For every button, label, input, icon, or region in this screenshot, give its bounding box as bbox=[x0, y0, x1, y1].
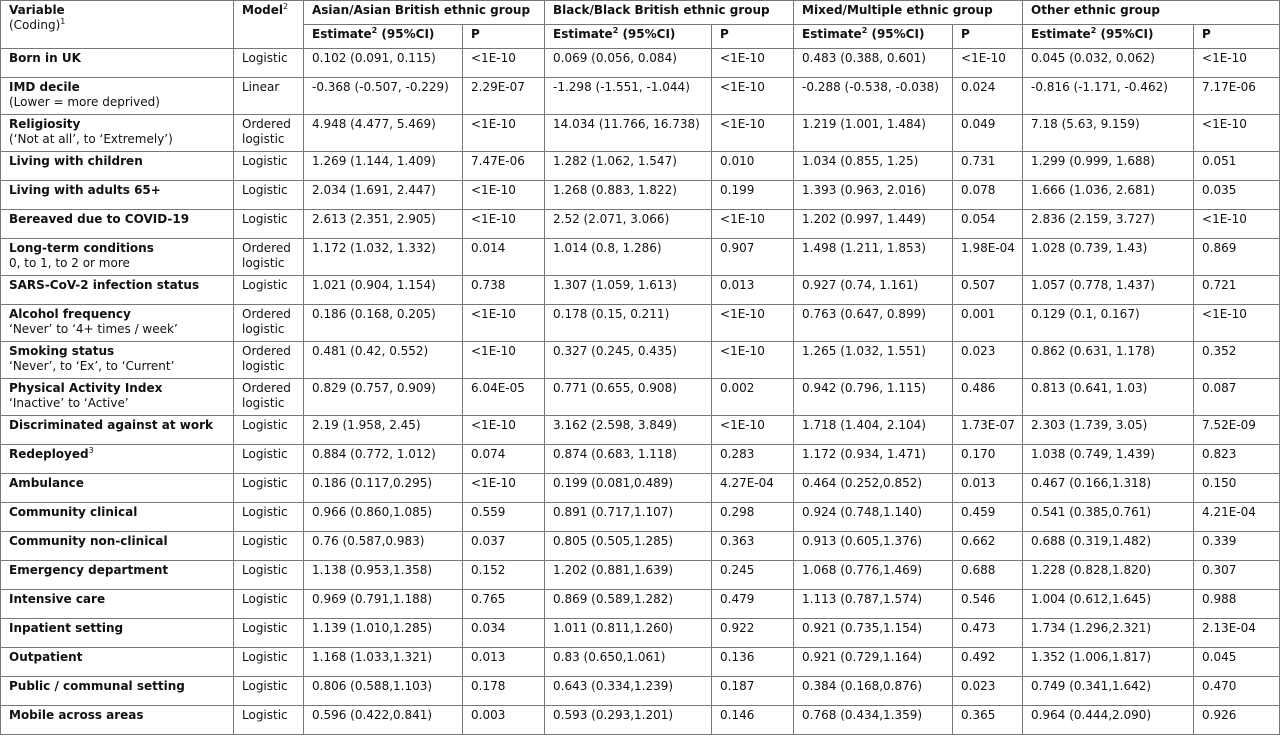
estimate-cell: 1.299 (0.999, 1.688) bbox=[1023, 152, 1194, 181]
variable-name: Living with children bbox=[9, 154, 143, 168]
estimate-cell: 0.327 (0.245, 0.435) bbox=[545, 342, 712, 379]
variable-name: Ambulance bbox=[9, 476, 84, 490]
estimate-cell: 0.913 (0.605,1.376) bbox=[794, 532, 953, 561]
variable-cell bbox=[1, 305, 234, 342]
estimate-cell: 2.836 (2.159, 3.727) bbox=[1023, 210, 1194, 239]
p-value-cell: 0.922 bbox=[712, 619, 794, 648]
estimate-cell: 0.927 (0.74, 1.161) bbox=[794, 276, 953, 305]
estimate-cell: 0.813 (0.641, 1.03) bbox=[1023, 379, 1194, 416]
header-estimate: Estimate$^2$ (95%CI) bbox=[794, 25, 953, 49]
header-row-groups bbox=[1, 1, 1280, 25]
header-model: Model$^2$ bbox=[234, 1, 304, 49]
model-cell: Logistic bbox=[234, 49, 304, 78]
p-value-cell: 0.926 bbox=[1194, 706, 1280, 735]
variable-coding: ‘Inactive’ to ‘Active’ bbox=[9, 396, 129, 410]
estimate-cell: 0.596 (0.422,0.841) bbox=[304, 706, 463, 735]
estimate-cell: 1.113 (0.787,1.574) bbox=[794, 590, 953, 619]
table-row bbox=[1, 648, 1280, 677]
variable-cell bbox=[1, 78, 234, 115]
estimate-cell: 0.102 (0.091, 0.115) bbox=[304, 49, 463, 78]
table-row bbox=[1, 445, 1280, 474]
estimate-cell: 7.18 (5.63, 9.159) bbox=[1023, 115, 1194, 152]
variable-name: Discriminated against at work bbox=[9, 418, 213, 432]
table-row bbox=[1, 532, 1280, 561]
p-value-cell: 0.363 bbox=[712, 532, 794, 561]
variable-coding: (Lower = more deprived) bbox=[9, 95, 160, 109]
estimate-cell: 1.718 (1.404, 2.104) bbox=[794, 416, 953, 445]
estimate-cell: 2.303 (1.739, 3.05) bbox=[1023, 416, 1194, 445]
estimate-cell: 1.138 (0.953,1.358) bbox=[304, 561, 463, 590]
p-value-cell: <1E-10 bbox=[953, 49, 1023, 78]
p-value-cell: 0.152 bbox=[463, 561, 545, 590]
variable-cell bbox=[1, 210, 234, 239]
variable-coding: 0, to 1, to 2 or more bbox=[9, 256, 130, 270]
variable-name: Alcohol frequency bbox=[9, 307, 131, 321]
p-value-cell: 0.479 bbox=[712, 590, 794, 619]
estimate-cell: 0.199 (0.081,0.489) bbox=[545, 474, 712, 503]
p-value-cell: 4.21E-04 bbox=[1194, 503, 1280, 532]
variable-cell bbox=[1, 590, 234, 619]
variable-cell bbox=[1, 677, 234, 706]
estimate-cell: 0.186 (0.117,0.295) bbox=[304, 474, 463, 503]
header-group-black: Black/Black British ethnic group bbox=[545, 1, 794, 25]
variable-cell bbox=[1, 342, 234, 379]
estimate-cell: 1.498 (1.211, 1.853) bbox=[794, 239, 953, 276]
p-value-cell: <1E-10 bbox=[463, 416, 545, 445]
model-cell: Logistic bbox=[234, 276, 304, 305]
estimate-cell: 0.874 (0.683, 1.118) bbox=[545, 445, 712, 474]
p-value-cell: 0.738 bbox=[463, 276, 545, 305]
p-value-cell: 0.352 bbox=[1194, 342, 1280, 379]
table-header bbox=[1, 1, 1280, 49]
estimate-cell: 1.393 (0.963, 2.016) bbox=[794, 181, 953, 210]
estimate-cell: 0.483 (0.388, 0.601) bbox=[794, 49, 953, 78]
model-cell: Logistic bbox=[234, 152, 304, 181]
estimate-cell: 0.964 (0.444,2.090) bbox=[1023, 706, 1194, 735]
model-cell: Logistic bbox=[234, 532, 304, 561]
model-cell: Logistic bbox=[234, 677, 304, 706]
estimate-cell: 0.942 (0.796, 1.115) bbox=[794, 379, 953, 416]
p-value-cell: 0.023 bbox=[953, 342, 1023, 379]
estimate-cell: -0.816 (-1.171, -0.462) bbox=[1023, 78, 1194, 115]
header-p: P bbox=[712, 25, 794, 49]
table-row bbox=[1, 706, 1280, 735]
table-row bbox=[1, 276, 1280, 305]
model-cell: Logistic bbox=[234, 561, 304, 590]
p-value-cell: 4.27E-04 bbox=[712, 474, 794, 503]
estimate-cell: 1.168 (1.033,1.321) bbox=[304, 648, 463, 677]
p-value-cell: 0.473 bbox=[953, 619, 1023, 648]
variable-name: Smoking status bbox=[9, 344, 115, 358]
variable-name: Religiosity bbox=[9, 117, 81, 131]
variable-coding: ‘Never’, to ‘Ex’, to ‘Current’ bbox=[9, 359, 175, 373]
p-value-cell: 7.52E-09 bbox=[1194, 416, 1280, 445]
estimate-cell: 0.884 (0.772, 1.012) bbox=[304, 445, 463, 474]
variable-cell bbox=[1, 532, 234, 561]
table-row bbox=[1, 619, 1280, 648]
estimate-cell: 4.948 (4.477, 5.469) bbox=[304, 115, 463, 152]
estimate-cell: -1.298 (-1.551, -1.044) bbox=[545, 78, 712, 115]
model-cell: Logistic bbox=[234, 474, 304, 503]
p-value-cell: 2.13E-04 bbox=[1194, 619, 1280, 648]
table-row bbox=[1, 342, 1280, 379]
header-estimate: Estimate$^2$ (95%CI) bbox=[1023, 25, 1194, 49]
estimate-cell: 1.139 (1.010,1.285) bbox=[304, 619, 463, 648]
p-value-cell: 0.013 bbox=[712, 276, 794, 305]
estimate-cell: 0.921 (0.729,1.164) bbox=[794, 648, 953, 677]
estimate-cell: 1.734 (1.296,2.321) bbox=[1023, 619, 1194, 648]
p-value-cell: 0.721 bbox=[1194, 276, 1280, 305]
p-value-cell: 0.024 bbox=[953, 78, 1023, 115]
p-value-cell: 0.245 bbox=[712, 561, 794, 590]
p-value-cell: <1E-10 bbox=[712, 210, 794, 239]
model-cell: Ordered logistic bbox=[234, 342, 304, 379]
variable-cell bbox=[1, 239, 234, 276]
estimate-cell: 0.806 (0.588,1.103) bbox=[304, 677, 463, 706]
p-value-cell: 0.546 bbox=[953, 590, 1023, 619]
p-value-cell: 0.765 bbox=[463, 590, 545, 619]
table-row bbox=[1, 503, 1280, 532]
p-value-cell: 0.470 bbox=[1194, 677, 1280, 706]
model-cell: Logistic bbox=[234, 181, 304, 210]
p-value-cell: 0.078 bbox=[953, 181, 1023, 210]
variable-cell bbox=[1, 181, 234, 210]
estimate-cell: 0.464 (0.252,0.852) bbox=[794, 474, 953, 503]
estimate-cell: 0.924 (0.748,1.140) bbox=[794, 503, 953, 532]
p-value-cell: 0.045 bbox=[1194, 648, 1280, 677]
estimate-cell: 0.186 (0.168, 0.205) bbox=[304, 305, 463, 342]
header-estimate: Estimate$^2$ (95%CI) bbox=[304, 25, 463, 49]
header-p: P bbox=[463, 25, 545, 49]
p-value-cell: <1E-10 bbox=[712, 49, 794, 78]
estimate-cell: 0.771 (0.655, 0.908) bbox=[545, 379, 712, 416]
variable-name: IMD decile bbox=[9, 80, 80, 94]
table-row bbox=[1, 379, 1280, 416]
estimate-cell: 1.068 (0.776,1.469) bbox=[794, 561, 953, 590]
estimate-cell: 1.011 (0.811,1.260) bbox=[545, 619, 712, 648]
estimate-cell: 0.069 (0.056, 0.084) bbox=[545, 49, 712, 78]
model-cell: Linear bbox=[234, 78, 304, 115]
p-value-cell: 0.823 bbox=[1194, 445, 1280, 474]
model-cell: Ordered logistic bbox=[234, 379, 304, 416]
p-value-cell: 0.001 bbox=[953, 305, 1023, 342]
estimate-cell: 0.966 (0.860,1.085) bbox=[304, 503, 463, 532]
variable-cell bbox=[1, 49, 234, 78]
p-value-cell: <1E-10 bbox=[712, 342, 794, 379]
model-cell: Logistic bbox=[234, 706, 304, 735]
p-value-cell: <1E-10 bbox=[1194, 115, 1280, 152]
table-row bbox=[1, 115, 1280, 152]
p-value-cell: 0.074 bbox=[463, 445, 545, 474]
estimate-cell: 1.014 (0.8, 1.286) bbox=[545, 239, 712, 276]
p-value-cell: 0.037 bbox=[463, 532, 545, 561]
estimate-cell: 3.162 (2.598, 3.849) bbox=[545, 416, 712, 445]
p-value-cell: <1E-10 bbox=[1194, 210, 1280, 239]
header-variable-label: Variable bbox=[9, 3, 65, 17]
estimate-cell: 1.202 (0.997, 1.449) bbox=[794, 210, 953, 239]
variable-name: Intensive care bbox=[9, 592, 106, 606]
p-value-cell: 0.035 bbox=[1194, 181, 1280, 210]
p-value-cell: <1E-10 bbox=[712, 305, 794, 342]
estimate-cell: 1.034 (0.855, 1.25) bbox=[794, 152, 953, 181]
estimate-cell: 0.045 (0.032, 0.062) bbox=[1023, 49, 1194, 78]
p-value-cell: 0.988 bbox=[1194, 590, 1280, 619]
estimate-cell: 0.891 (0.717,1.107) bbox=[545, 503, 712, 532]
model-cell: Logistic bbox=[234, 619, 304, 648]
estimate-cell: 1.268 (0.883, 1.822) bbox=[545, 181, 712, 210]
estimate-cell: 1.057 (0.778, 1.437) bbox=[1023, 276, 1194, 305]
variable-name: Inpatient setting bbox=[9, 621, 124, 635]
p-value-cell: 0.507 bbox=[953, 276, 1023, 305]
p-value-cell: 0.002 bbox=[712, 379, 794, 416]
estimate-cell: 0.869 (0.589,1.282) bbox=[545, 590, 712, 619]
table-row bbox=[1, 210, 1280, 239]
p-value-cell: 0.492 bbox=[953, 648, 1023, 677]
model-cell: Logistic bbox=[234, 503, 304, 532]
estimate-cell: 0.593 (0.293,1.201) bbox=[545, 706, 712, 735]
p-value-cell: 1.98E-04 bbox=[953, 239, 1023, 276]
estimate-cell: 0.643 (0.334,1.239) bbox=[545, 677, 712, 706]
estimate-cell: 1.282 (1.062, 1.547) bbox=[545, 152, 712, 181]
header-group-other: Other ethnic group bbox=[1023, 1, 1280, 25]
p-value-cell: 0.013 bbox=[463, 648, 545, 677]
variable-name: Long-term conditions bbox=[9, 241, 154, 255]
estimate-cell: 2.034 (1.691, 2.447) bbox=[304, 181, 463, 210]
variable-name: Redeployed bbox=[9, 447, 89, 461]
header-group-mixed: Mixed/Multiple ethnic group bbox=[794, 1, 1023, 25]
variable-name: Community non-clinical bbox=[9, 534, 168, 548]
table-row bbox=[1, 181, 1280, 210]
p-value-cell: 0.136 bbox=[712, 648, 794, 677]
estimate-cell: 0.83 (0.650,1.061) bbox=[545, 648, 712, 677]
p-value-cell: 7.17E-06 bbox=[1194, 78, 1280, 115]
p-value-cell: 0.013 bbox=[953, 474, 1023, 503]
p-value-cell: <1E-10 bbox=[712, 416, 794, 445]
p-value-cell: <1E-10 bbox=[712, 78, 794, 115]
p-value-cell: 0.688 bbox=[953, 561, 1023, 590]
estimate-cell: -0.368 (-0.507, -0.229) bbox=[304, 78, 463, 115]
variable-coding: (‘Not at all’, to ‘Extremely’) bbox=[9, 132, 173, 146]
table-row bbox=[1, 49, 1280, 78]
p-value-cell: 0.049 bbox=[953, 115, 1023, 152]
p-value-cell: <1E-10 bbox=[463, 210, 545, 239]
variable-cell bbox=[1, 416, 234, 445]
header-estimate: Estimate$^2$ (95%CI) bbox=[545, 25, 712, 49]
p-value-cell: <1E-10 bbox=[463, 181, 545, 210]
p-value-cell: 2.29E-07 bbox=[463, 78, 545, 115]
p-value-cell: <1E-10 bbox=[712, 115, 794, 152]
estimate-cell: 0.763 (0.647, 0.899) bbox=[794, 305, 953, 342]
p-value-cell: 0.150 bbox=[1194, 474, 1280, 503]
p-value-cell: 0.365 bbox=[953, 706, 1023, 735]
header-p: P bbox=[1194, 25, 1280, 49]
p-value-cell: 0.023 bbox=[953, 677, 1023, 706]
p-value-cell: 0.662 bbox=[953, 532, 1023, 561]
header-group-asian: Asian/Asian British ethnic group bbox=[304, 1, 545, 25]
variable-cell bbox=[1, 152, 234, 181]
model-cell: Logistic bbox=[234, 648, 304, 677]
p-value-cell: 0.178 bbox=[463, 677, 545, 706]
estimate-cell: 0.688 (0.319,1.482) bbox=[1023, 532, 1194, 561]
variable-cell bbox=[1, 474, 234, 503]
variable-cell bbox=[1, 379, 234, 416]
table-row bbox=[1, 474, 1280, 503]
header-p: P bbox=[953, 25, 1023, 49]
table-row bbox=[1, 677, 1280, 706]
estimate-cell: 1.172 (1.032, 1.332) bbox=[304, 239, 463, 276]
table-row bbox=[1, 78, 1280, 115]
p-value-cell: 0.298 bbox=[712, 503, 794, 532]
estimate-cell: 0.384 (0.168,0.876) bbox=[794, 677, 953, 706]
variable-name: Public / communal setting bbox=[9, 679, 185, 693]
p-value-cell: 0.339 bbox=[1194, 532, 1280, 561]
p-value-cell: 0.307 bbox=[1194, 561, 1280, 590]
p-value-cell: 0.051 bbox=[1194, 152, 1280, 181]
p-value-cell: 0.459 bbox=[953, 503, 1023, 532]
p-value-cell: 0.486 bbox=[953, 379, 1023, 416]
header-variable bbox=[1, 1, 234, 49]
model-cell: Logistic bbox=[234, 445, 304, 474]
estimate-cell: 0.768 (0.434,1.359) bbox=[794, 706, 953, 735]
estimate-cell: 1.038 (0.749, 1.439) bbox=[1023, 445, 1194, 474]
header-coding: (Coding)$^1$ bbox=[9, 17, 66, 32]
p-value-cell: 0.199 bbox=[712, 181, 794, 210]
estimate-cell: 1.172 (0.934, 1.471) bbox=[794, 445, 953, 474]
estimate-cell: 0.178 (0.15, 0.211) bbox=[545, 305, 712, 342]
variable-name: Community clinical bbox=[9, 505, 138, 519]
p-value-cell: <1E-10 bbox=[1194, 49, 1280, 78]
p-value-cell: 0.003 bbox=[463, 706, 545, 735]
p-value-cell: 0.010 bbox=[712, 152, 794, 181]
p-value-cell: <1E-10 bbox=[463, 115, 545, 152]
variable-name: Bereaved due to COVID-19 bbox=[9, 212, 190, 226]
estimate-cell: 2.52 (2.071, 3.066) bbox=[545, 210, 712, 239]
variable-coding: ‘Never’ to ‘4+ times / week’ bbox=[9, 322, 178, 336]
estimate-cell: 1.307 (1.059, 1.613) bbox=[545, 276, 712, 305]
variable-name: Emergency department bbox=[9, 563, 169, 577]
p-value-cell: <1E-10 bbox=[1194, 305, 1280, 342]
variable-name: SARS-CoV-2 infection status bbox=[9, 278, 200, 292]
model-cell: Ordered logistic bbox=[234, 305, 304, 342]
table-row bbox=[1, 239, 1280, 276]
variable-name: Mobile across areas bbox=[9, 708, 144, 722]
model-cell: Ordered logistic bbox=[234, 115, 304, 152]
model-cell: Logistic bbox=[234, 416, 304, 445]
estimate-cell: 1.265 (1.032, 1.551) bbox=[794, 342, 953, 379]
p-value-cell: 0.170 bbox=[953, 445, 1023, 474]
p-value-cell: 0.869 bbox=[1194, 239, 1280, 276]
p-value-cell: 0.907 bbox=[712, 239, 794, 276]
p-value-cell: <1E-10 bbox=[463, 342, 545, 379]
variable-name: Living with adults 65+ bbox=[9, 183, 161, 197]
table-row bbox=[1, 416, 1280, 445]
estimate-cell: 1.004 (0.612,1.645) bbox=[1023, 590, 1194, 619]
p-value-cell: 0.146 bbox=[712, 706, 794, 735]
variable-name: Physical Activity Index bbox=[9, 381, 163, 395]
table-row bbox=[1, 590, 1280, 619]
p-value-cell: 0.034 bbox=[463, 619, 545, 648]
estimate-cell: 0.969 (0.791,1.188) bbox=[304, 590, 463, 619]
variable-cell bbox=[1, 561, 234, 590]
p-value-cell: 0.014 bbox=[463, 239, 545, 276]
estimate-cell: 2.19 (1.958, 2.45) bbox=[304, 416, 463, 445]
p-value-cell: 0.731 bbox=[953, 152, 1023, 181]
model-cell: Ordered logistic bbox=[234, 239, 304, 276]
estimate-cell: 14.034 (11.766, 16.738) bbox=[545, 115, 712, 152]
variable-cell bbox=[1, 706, 234, 735]
p-value-cell: 0.283 bbox=[712, 445, 794, 474]
variable-cell bbox=[1, 115, 234, 152]
variable-name: Outpatient bbox=[9, 650, 83, 664]
table-row bbox=[1, 305, 1280, 342]
estimate-cell: 0.129 (0.1, 0.167) bbox=[1023, 305, 1194, 342]
estimate-cell: 0.467 (0.166,1.318) bbox=[1023, 474, 1194, 503]
estimate-cell: 0.749 (0.341,1.642) bbox=[1023, 677, 1194, 706]
p-value-cell: 0.559 bbox=[463, 503, 545, 532]
p-value-cell: 0.087 bbox=[1194, 379, 1280, 416]
p-value-cell: 1.73E-07 bbox=[953, 416, 1023, 445]
estimate-cell: 1.219 (1.001, 1.484) bbox=[794, 115, 953, 152]
estimate-cell: 2.613 (2.351, 2.905) bbox=[304, 210, 463, 239]
estimate-cell: 0.76 (0.587,0.983) bbox=[304, 532, 463, 561]
estimate-cell: 1.228 (0.828,1.820) bbox=[1023, 561, 1194, 590]
p-value-cell: 7.47E-06 bbox=[463, 152, 545, 181]
estimate-cell: -0.288 (-0.538, -0.038) bbox=[794, 78, 953, 115]
table-row bbox=[1, 561, 1280, 590]
p-value-cell: <1E-10 bbox=[463, 474, 545, 503]
model-cell: Logistic bbox=[234, 210, 304, 239]
variable-cell bbox=[1, 445, 234, 474]
table-row bbox=[1, 152, 1280, 181]
variable-cell bbox=[1, 648, 234, 677]
estimate-cell: 0.541 (0.385,0.761) bbox=[1023, 503, 1194, 532]
p-value-cell: <1E-10 bbox=[463, 49, 545, 78]
p-value-cell: 6.04E-05 bbox=[463, 379, 545, 416]
variable-cell bbox=[1, 276, 234, 305]
estimate-cell: 1.028 (0.739, 1.43) bbox=[1023, 239, 1194, 276]
variable-name: Born in UK bbox=[9, 51, 81, 65]
p-value-cell: 0.187 bbox=[712, 677, 794, 706]
estimate-cell: 0.829 (0.757, 0.909) bbox=[304, 379, 463, 416]
variable-cell bbox=[1, 503, 234, 532]
estimate-cell: 0.481 (0.42, 0.552) bbox=[304, 342, 463, 379]
estimate-cell: 1.352 (1.006,1.817) bbox=[1023, 648, 1194, 677]
variable-cell bbox=[1, 619, 234, 648]
estimate-cell: 0.862 (0.631, 1.178) bbox=[1023, 342, 1194, 379]
estimate-cell: 1.666 (1.036, 2.681) bbox=[1023, 181, 1194, 210]
estimate-cell: 1.021 (0.904, 1.154) bbox=[304, 276, 463, 305]
table-body bbox=[1, 49, 1280, 735]
estimate-cell: 0.805 (0.505,1.285) bbox=[545, 532, 712, 561]
footnote-marker: 3 bbox=[88, 446, 94, 455]
p-value-cell: 0.054 bbox=[953, 210, 1023, 239]
estimate-cell: 1.269 (1.144, 1.409) bbox=[304, 152, 463, 181]
p-value-cell: <1E-10 bbox=[463, 305, 545, 342]
estimate-cell: 0.921 (0.735,1.154) bbox=[794, 619, 953, 648]
model-cell: Logistic bbox=[234, 590, 304, 619]
estimate-cell: 1.202 (0.881,1.639) bbox=[545, 561, 712, 590]
